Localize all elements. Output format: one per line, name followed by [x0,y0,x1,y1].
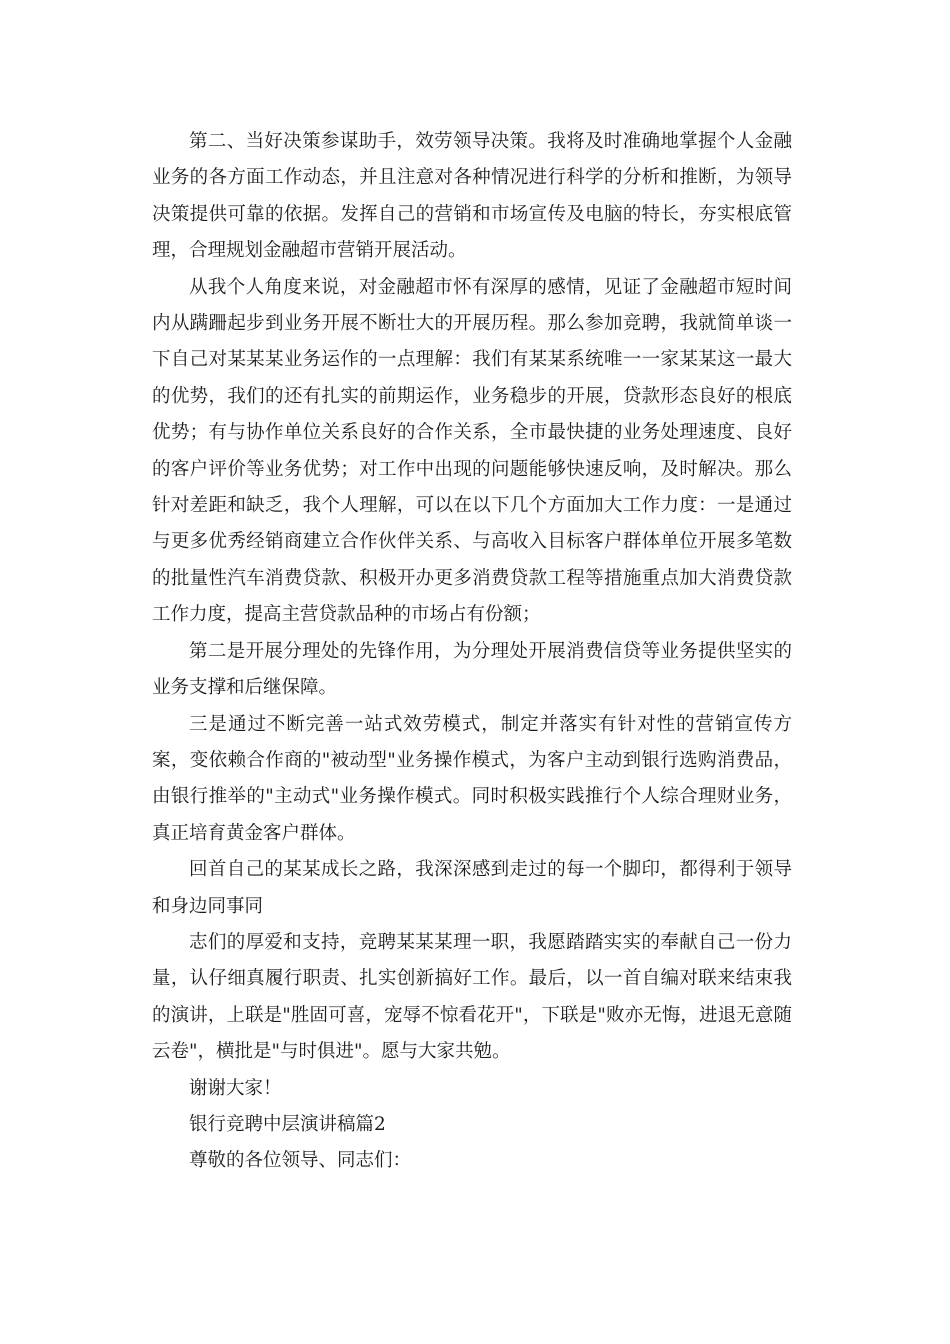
paragraph-personal-view: 从我个人角度来说，对金融超市怀有深厚的感情，见证了金融超市短时间内从蹒跚起步到业务开展不断壮大的开展历程。那么参加竞聘，我就简单谈一下自己对某某某业务运作的一点理解：我们有某某系统唯一一家某某这一最大的优势，我们的还有扎实的前期运作，业务稳步的开展，贷款形态良好的根底优势；有与协作单位关系良好的合作关系，全市最快捷的业务处理速度、良好的客户评价等业务优势；对工作中出现的问题能够快速反响，及时解决。那么针对差距和缺乏，我个人理解，可以在以下几个方面加大工作力度：一是通过与更多优秀经销商建立合作伙伴关系、与高收入目标客户群体单位开展多笔数的批量性汽车消费贷款、积极开办更多消费贷款工程等措施重点加大消费贷款工作力度，提高主营贷款品种的市场占有份额； [152,276,792,626]
section-heading: 银行竞聘中层演讲稿篇2 [189,1113,386,1135]
document-body [152,124,792,1180]
paragraph-looking-back: 回首自己的某某成长之路，我深深感到走过的每一个脚印，都得利于领导和身边同事同 [152,859,792,917]
paragraph-decision-support: 第二、当好决策参谋助手，效劳领导决策。我将及时准确地掌握个人金融业务的各方面工作动态，并且注意对各种情况进行科学的分析和推断，为领导决策提供可靠的依据。发挥自己的营销和市场宣传及电脑的特长，夯实根底管理，合理规划金融超市营销开展活动。 [152,131,792,262]
paragraph-service-mode: 三是通过不断完善一站式效劳模式，制定并落实有针对性的营销宣传方案，变依赖合作商的"被动型"业务操作模式，为客户主动到银行选购消费品，由银行推举的"主动式"业务操作模式。同时积极实践推行个人综合理财业务，真正培育黄金客户群体。 [152,713,792,844]
paragraph-pioneer-role: 第二是开展分理处的先锋作用，为分理处开展消费信贷等业务提供坚实的业务支撑和后继保障。 [152,640,792,699]
paragraph-thanks: 谢谢大家！ [189,1077,282,1099]
salutation: 尊敬的各位领导、同志们： [189,1150,412,1172]
paragraph-closing: 志们的厚爱和支持，竞聘某某某理一职，我愿踏踏实实的奉献自己一份力量，认仔细真履行职责、扎实创新搞好工作。最后，以一首自编对联来结束我的演讲，上联是"胜固可喜，宠辱不惊看花开"，下联是"败亦无悔，进退无意随云卷"，横批是"与时俱进"。愿与大家共勉。 [152,931,792,1063]
